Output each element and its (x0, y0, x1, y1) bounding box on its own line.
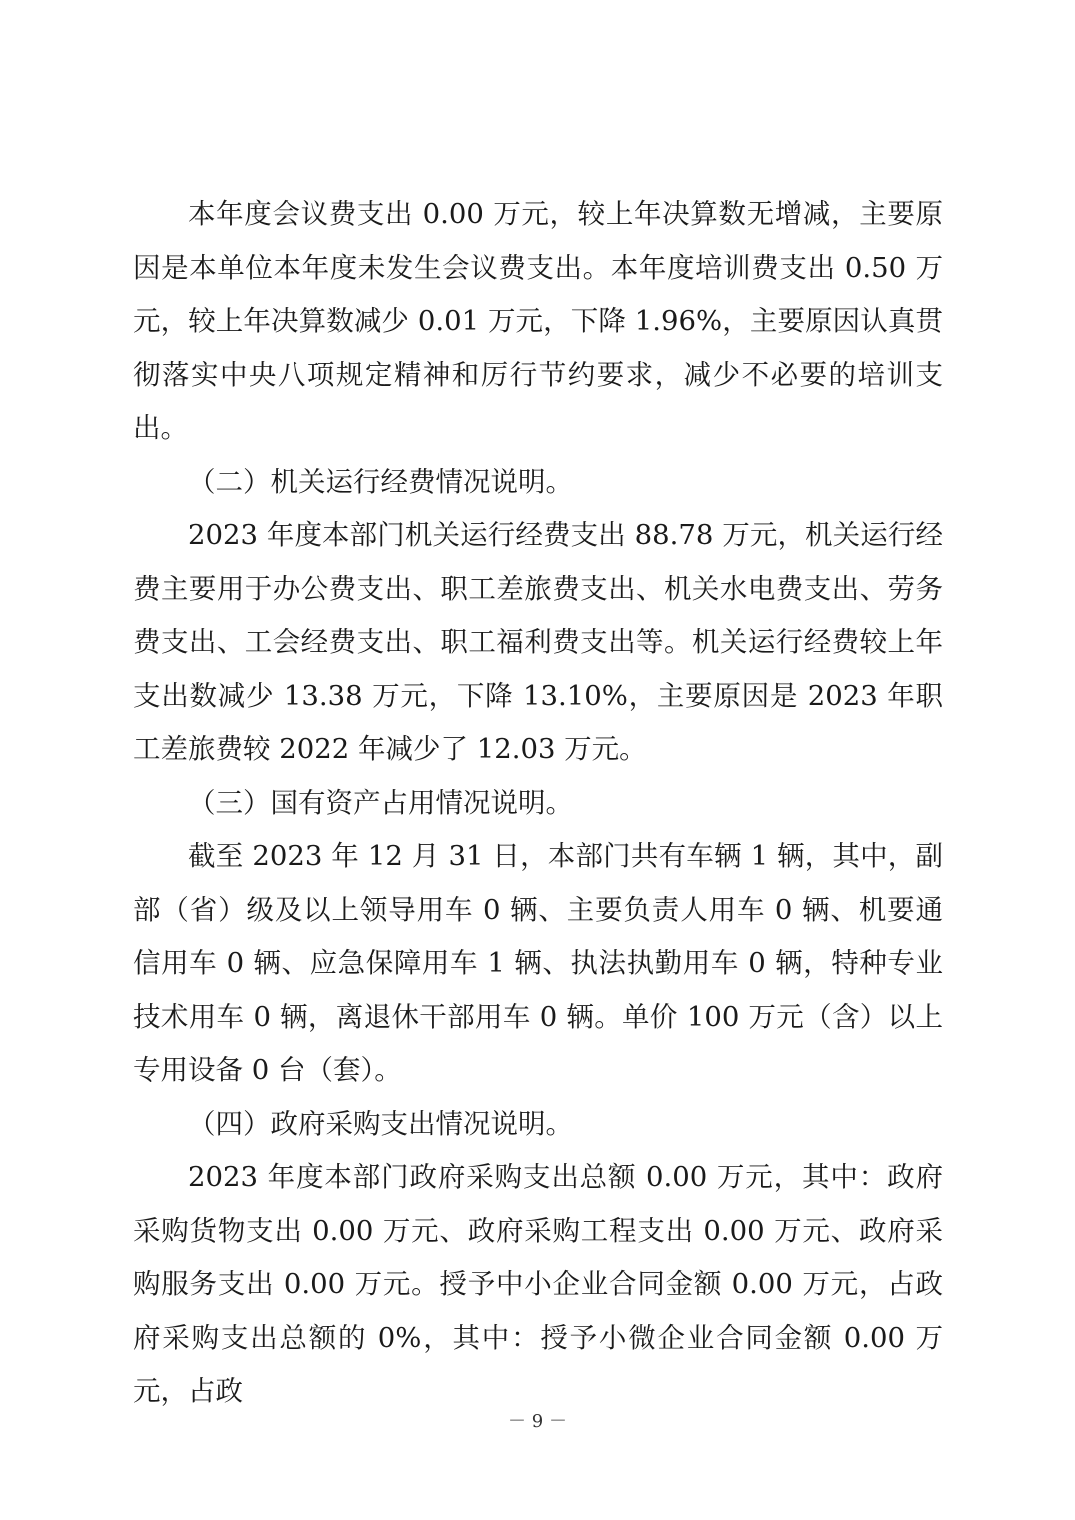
paragraph-procurement: 2023 年度本部门政府采购支出总额 0.00 万元，其中：政府采购货物支出 0.00 万元、政府采购工程支出 0.00 万元、政府采购服务支出 0.00 万元。授予中小企业合同金额 0.00 万元，占政府采购支出总额的 0%，其中：授予小微企业合同金额 0.00 万元，占政 (133, 1161, 943, 1407)
section-heading-operating-expenses: （二）机关运行经费情况说明。 (188, 465, 573, 498)
document-body (133, 188, 943, 1419)
section-heading-procurement: （四）政府采购支出情况说明。 (188, 1107, 573, 1140)
page-number: － 9 － (508, 1411, 567, 1432)
section-heading-state-assets: （三）国有资产占用情况说明。 (188, 786, 573, 819)
paragraph-operating-expenses: 2023 年度本部门机关运行经费支出 88.78 万元，机关运行经费主要用于办公费支出、职工差旅费支出、机关水电费支出、劳务费支出、工会经费支出、职工福利费支出等。机关运行经费较上年支出数减少 13.38 万元，下降 13.10%，主要原因是 2023 年职工差旅费较 2022 年减少了 12.03 万元。 (133, 519, 943, 765)
paragraph-state-assets: 截至 2023 年 12 月 31 日，本部门共有车辆 1 辆，其中，副部（省）级及以上领导用车 0 辆、主要负责人用车 0 辆、机要通信用车 0 辆、应急保障用车 1 辆、执法执勤用车 0 辆，特种专业技术用车 0 辆，离退休干部用车 0 辆。单价 100 万元（含）以上专用设备 0 台（套）。 (133, 840, 943, 1086)
paragraph-training-expenses: 本年度会议费支出 0.00 万元，较上年决算数无增减，主要原因是本单位本年度未发生会议费支出。本年度培训费支出 0.50 万元，较上年决算数减少 0.01 万元，下降 1.96%，主要原因认真贯彻落实中央八项规定精神和厉行节约要求，减少不必要的培训支出。 (133, 198, 943, 444)
